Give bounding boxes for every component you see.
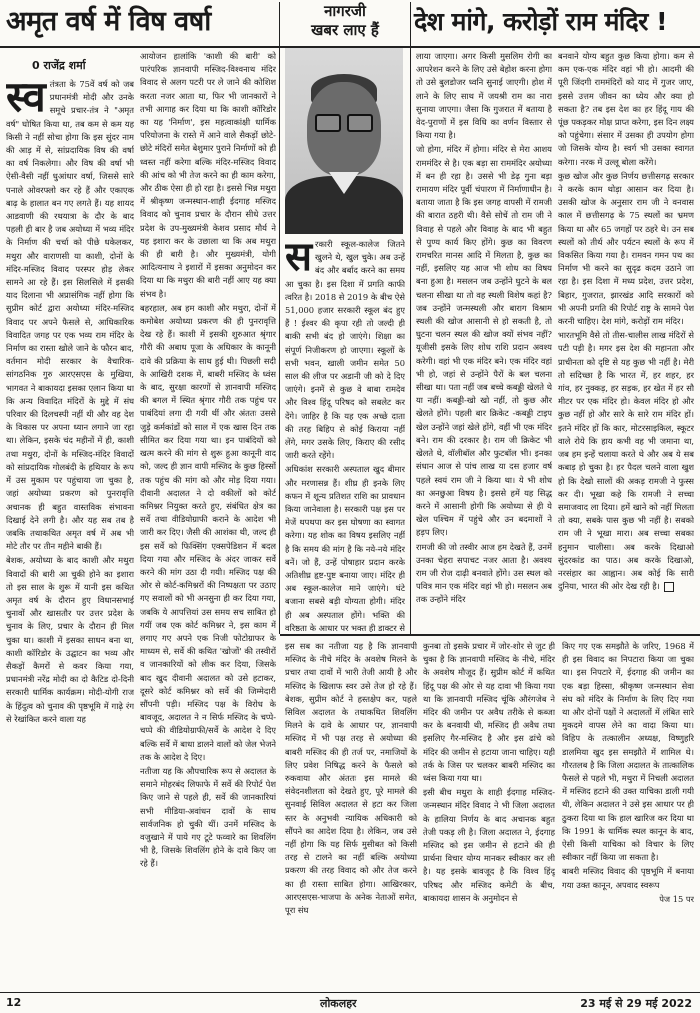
headline-right: देश मांगे, करोड़ों राम मंदिर ! [414, 7, 668, 36]
column-title-line2: खबर लाए हैं [311, 21, 379, 39]
article-right-paragraph: रामजी की जो तस्वीर आज हम देखते हैं, उनमें उनका चेहरा सपाचट नजर आता है। अवश्य राम जी रोज दाढ़ी बनवाते होंगे। उस स्थल को पवित्र मान एक मंदिर वहां भी हो। मसलन अब तक उन्होंने मंदिर [416, 541, 552, 605]
article-right-paragraph: भारतभूमि वैसे तो तीस-चालीस लाख मंदिरों से पटी पड़ी है। मगर इस देश की महानता और प्राचीनता को दृष्टि से यह कुछ भी नहीं है। मेरी तो सदिच्छा है कि भारत में, हर शहर, हर गांव, हर नुक्कड़, हर सड़क, हर खेत में हर सौ मीटर पर एक मंदिर हो। केवल मंदिर हो और कुछ नहीं हो और सारे के सारे राम मंदिर हों। इतने मंदिर हों कि कार, मोटरसाइकिल, स्कूटर वाले रोये कि हाय कभी वह भी जमाना था, जब हम इन्हें चलाया करते थे और अब ये सब कबाड़ हो चुका है। हर पैदल चलने वाला खुश हो कि देखो सालों की अकड़ रामजी ने फुस्स कर दी। भूखा कहे कि रामजी ने सच्चा समाजवाद ला दिया। हमें खाने को नहीं मिलता तो क्या, सबके पास कुछ भी नहीं है। सबको राम जी ने भूखा मारा। अब सच्चा सबका हनुमान चालीसा। अब करके दिखाओ सुंदरकांड का पाठ। अब करके दिखाओ, नरसंहार का आह्वान। अब कोई कि सारी दुनिया, भारत की ओर देख रही है। [558, 330, 694, 592]
article-left-col-2 [140, 50, 276, 990]
article-left-paragraph: आयोजन हालांकि 'काशी की बारी' को पारंपरिक ज्ञानवापी मस्जिद-विश्वनाथ मंदिर विवाद से अलग पटरी पर ले जाने की कोशिश करता नजर आता था, फिर भी जानकारों ने तभी आगाह कर दिया था कि काशी कॉरिडोर का यह 'निर्माण', इस महत्वाकांक्षी धार्मिक परियोजना के रास्ते में आने वाले सैकड़ों छोटे-छोटे मंदिरों समेत बेशुमार पुराने निर्माणों को ही ध्वस्त नहीं करेगा बल्कि मंदिर-मस्जिद विवाद की आंच को भी तेज करने का ही काम करेगा, और ठीक ऐसा ही हो रहा है। इससे भिन्न मथुरा में श्रीकृष्ण जन्मस्थान-शाही ईदगाह मस्जिद विवाद को चुनाव प्रचार के दौरान सीधे उत्तर प्रदेश के उप-मुख्यमंत्री केशव प्रसाद मौर्य ने यह इशारा कर के उछाला था कि अब मथुरा की ही बारी है। और मुख्यमंत्री, योगी आदित्यनाथ ने इशारों में इसका अनुमोदन कर दिया था कि मथुरा की बारी नहीं आए यह क्या संभव है। [140, 51, 276, 299]
footer-rule [0, 992, 700, 993]
article-left-paragraph: तंत्रता के 75वें वर्ष को जब प्रधानमंत्री मोदी और उनके समूचे प्रचार-तंत्र ने "अमृत वर्ष" घोषित किया था, तब कम से कम यह किसी ने नहीं सोचा होगा कि इस सुंदर नाम की आड़ में से, सांप्रदायिक विष की वर्षा का वर्ष निकलेगा। और विष की वर्षा भी ऐसी-वैसी नहीं धुआंधार वर्षा, जिससे सारे पनाले ओवरफ्लो कर रहे हैं और एकाएक बाढ़ के हालात बन गए लगते हैं। यह शायद आडवाणी की रथयात्रा के दौर के बाद पहली ही बार है जब अयोध्या में भव्य मंदिर के निर्माण की चर्चा को पीछे धकेलकर, मथुरा और वाराणसी या काशी, दोनों के मंदिर-मस्जिद विवाद परस्पर होड़ लेकर सामने आ रहे हैं। इस सिलसिले में इसकी याद दिलाना भी अप्रासंगिक नहीं होगा कि सुप्रीम कोर्ट द्वारा अयोध्या मंदिर-मस्जिद विवाद पर अपने फैसले से, आधिकारिक विवादित जगह पर एक भव्य राम मंदिर के निर्माण का रास्ता खोले जाने के फौरन बाद, वर्तमान मोदी सरकार के वैचारिक-सांगठनिक गुरु आरएसएस के मुखिया, भागवत ने बाकायदा इसका एलान किया था कि अन्य विवादित मंदिरों के मुद्दे में संघ परिवार की दिलचस्पी नहीं थी और वह देश के विकास पर अपना ध्यान लगाने जा रहा था। लेकिन, इसके चंद महीनों में ही, काशी तथा मथुरा, दोनों के मस्जिद-मंदिर विवादों को सांप्रदायिक गोलबंदी के हथियार के रूप में उस मुकाम पर पहुंचाया जा चुका है, जहां अयोध्या प्रकरण को पुनरावृत्ति अचानक ही बहुत वास्तविक संभावना दिखाई देने लगी है। और यह सब तब है जबकि तथाकथित अमृत वर्ष में अब भी मोटे तौर पर तीन महीने बाकी हैं। [6, 79, 134, 552]
article-left-col-1 [6, 58, 134, 990]
horizontal-divider-bottom [280, 634, 700, 636]
column-title-line1: नागरजी [324, 2, 366, 20]
vertical-divider-left [279, 2, 280, 634]
article-right-paragraph: लाया जाएगा। अगर किसी मुसलिम रोगी का आपरेशन करने के लिए उसे बेहोश करना होगा तो उसे बुलडोजर ध्वनि सुनाई जाएगी। होश में लाने के लिए साथ में जयश्री राम का नारा सुनाया जाएगा। जैसा कि गुजरात में बताया है वेद-पुराणों में इस विधि का वर्णन विस्तार से किया गया है। [416, 51, 552, 141]
article-left-paragraph: नतीजा यह कि औपचारिक रूप से अदालत के समाने मोहरबंद लिफाफे में सर्वे की रिपोर्ट पेश किए जाने से पहले ही, सर्वे की जानकारियां सभी मीडिया-अवांधन दावों के साथ सार्वजनिक हो चुकी थीं। उनमें मस्जिद के वजुखाने में पाये गए टूटे फव्वारे का शिवलिंग भी है, जिसके शिवलिंग होने के दावे किए जा रहे हैं। [140, 765, 276, 869]
drop-cap: स [285, 238, 313, 280]
article-right-paragraph: बनवाने योग्य बहुत कुछ किया होगा। कम से कम एक-एक मंदिर वहां भी हो। आदमी की पूरी जिंदगी राममंदिरों को याद में गुजर जाए, इससे उत्तम जीवन का ध्येय और क्या हो सकता है? तब इस देश का हर हिंदू गाय की पूंछ पकड़कर मोक्ष प्राप्त करेगा, इस दिन लक्ष्य को पहुंचेगा। संसार में उसका ही उपयोग होगा जो जिसके योग्य है। स्वर्ग भी उसका स्वागत करेगा। नरक में उल्लू बोला करेंगे। [558, 51, 694, 167]
author-photo [285, 48, 403, 234]
article-continuation-paragraph: बाबरी मस्जिद विवाद की पृष्ठभूमि में बनाया गया उक्त कानून, अपवाद स्वरूप [562, 866, 694, 890]
publication-name: लोकलहर [320, 997, 357, 1010]
article-continuation-paragraph: किए गए एक समझौते के जरिए, 1968 में ही इस विवाद का निपटारा किया जा चुका था। इस निपटारे में, ईदगाह की जमीन का एक बड़ा हिस्सा, श्रीकृष्ण जन्मस्थान सेवा संघ को मंदिर के निर्माण के लिए दिए गया था और दोनों पक्षों ने अदालतों में लंबित सारे मुकदमे वापस लेने का वादा किया था। विहिप के तत्कालीन अध्यक्ष, विष्णुहरि डालमिया खुद इस समझौते में शामिल थे। गौरतलब है कि जिला अदालत के तात्कालिक फैसले से पहले भी, मथुरा में निचली अदालत में मस्जिद हटाने की उक्त याचिका डाली गयी थी, लेकिन अदालत ने उसे इस आधार पर ही ठुकरा दिया था कि हाल खारिज कर दिया था कि 1991 के धार्मिक स्थल कानून के बाद, ऐसी किसी याचिका को विचार के लिए स्वीकार नहीं किया जा सकता है। [562, 641, 694, 863]
article-center-paragraph: रकारी स्कूल-कालेज जितने खुलने थे, खुल चुके। अब उन्हें बंद और बर्बाद करने का समय आ चुका है। इस दिशा में प्रगति काफी त्वरित है। 2018 से 2019 के बीच ऐसे 51,000 हजार सरकारी स्कूल बंद हुए हैं ! ईश्वर की कृपा रही तो जल्दी ही बाकी सभी बंद हो जाएंगे। शिक्षा का संपूर्ण निजीकरण हो जाएगा। स्कूलों के सभी भवन, खाली जमीन समेत 50 साल की लीज पर अडानी जी को दे दिए जाएंगे। इनमें से कुछ वे बाबा रामदेव और विश्व हिंदू परिषद को सबलेट कर देंगे। जाहिर है कि यह एक अच्छे दाता की तरह बिहिप से कोई किराया नहीं लेंगे, मगर उसके लिए, किराए की रसीद जारी करते रहेंगे। [285, 239, 405, 461]
drop-cap: स्व [6, 72, 46, 121]
article-right-paragraph: जो होगा, मंदिर में होगा। मंदिर से मेरा आशय राममंदिर से है। एक बड़ा सा राममंदिर अयोध्या में बन ही रहा है। उससे भी डेढ़ गुना बड़ा रामायण मंदिर पूर्वी चंपारण में निर्माणाधीन है। बताया जाता है कि इस जगह वापसी में रामजी की बारात ठहरी थी। वैसे सोचें तो राम जी ने विवाह से पहले और विवाह के बाद भी बहुत से पुण्य कार्य किए होंगे। कुछ का विवरण रामचरित मानस आदि में मिलता है, कुछ का नहीं, इसलिए यह आज भी शोध का विषय बना हुआ है। मसलन जब उन्होंने घुटने के बल चलना सीखा था तो वह स्थली विशेष कहां है? जब उन्होंने जन्मस्थली और बाराग विश्राम स्थली की खोज आसानी से हो सकती है, तो घुटना चलन स्थल की खोज क्यों संभव नहीं? यूजीसी इसके लिए शोध राशि प्रदान अवश्य करेगी। वहां भी एक मंदिर बने। एक मंदिर वहां भी हो, जहां से उन्होंने पैरों के बल चलना सीखा था। पता नहीं जब बच्चे कबड्डी खेलते थे या नहीं। कबड्डी-खो खो नहीं, तो कुछ और खेलते होंगे। पहली बार क्रिकेट -कबड्डी टाइप खेल उन्होंने जहां खेले होंगे, वहीं भी एक मंदिर बने। राम की दरकार है। राम जी क्रिकेट भी खेलते थे, वॉलीबॉल और फुटबॉल भी। इनका संधान आज से पांच लाख या दस हजार वर्ष पहले स्वयं राम जी ने किया था। ये भी शोध का अनछुआ विषय है। इससे हमें यह सिद्ध करने में आसानी होगी कि अयोध्या से ही ये खेल पश्चिम में पहुंचे और उन बदमाशों ने हड़प लिए। [416, 144, 552, 538]
page-number: 12 [6, 996, 22, 1009]
column-title [282, 2, 408, 48]
article-right-col-1 [416, 50, 552, 632]
article-right-paragraph: कुछ खोज और कुछ निर्णय छत्तीसगढ़ सरकार ने करके काम थोड़ा आसान कर दिया है। उसकी खोज के अनुसार राम जी ने वनवास काल में छत्तीसगढ़ के 75 स्थलों का भ्रमण किया था और 65 जगहों पर ठहरे थे। उन सब स्थलों को तीर्थ और पर्यटन स्थलों के रूप में विकसित किया गया है। रामवन गमन पथ का निर्माण भी करने का सुदृढ कदम उठाने जा रहा है। इस दिशा में मध्य प्रदेश, उत्तर प्रदेश, बिहार, गुजरात, झारखंड आदि सरकारों को भी अपनी प्रगति की रिपोर्ट राष्ट्र के सामने पेश करनी चाहिए। देश मांगे, करोड़ों राम मंदिर। [558, 170, 694, 327]
article-center-paragraph: अधिकांश सरकारी अस्पताल खुद बीमार और मरणासन्न हैं। शीघ्र ही इनके लिए कफन में शून्य प्रतिशत राशि का प्रावधान किया जानेवाला है। सरकारी पक्ष इस पर मेजें थपथपा कर इस घोषणा का स्वागत करेगा। यह शोक का विषय इसलिए नहीं है कि समय की मांग है कि नये-नये मंदिर बनें। जो हैं, उन्हें पोषाहार प्रदान करके अतिशीघ्र हृष्ट-पुष्ट बनाया जाए। मंदिर ही अब स्कूल-कालेज माने जाएंगे। घंटे बजाना सबसे बड़ी योग्यता होगी। मंदिर ही अब अस्पताल होंगे। भक्ति की वरिष्ठता के आधार पर भक्त ही डाक्टर से [285, 464, 405, 632]
issue-date: 23 मई से 29 मई 2022 [580, 997, 692, 1010]
headline-left: अमृत वर्ष में विष वर्षा [6, 6, 211, 37]
end-mark-icon [664, 582, 674, 592]
article-center-col [285, 238, 405, 632]
byline: 0 राजेंद्र शर्मा [32, 59, 86, 72]
article-right-col-2 [558, 50, 694, 632]
article-left-paragraph: बहरहाल, अब हम काशी और मथुरा, दोनों में कमोबेश अयोध्या प्रकरण की ही पुनरावृत्ति देख रहे हैं। काशी में इसकी शुरुआत श्रृंगार गौरी की अबाध पूजा के अधिकार के कानूनी दावे की प्रक्रिया के साथ हुई थी। पिछली सदी के आखिरी दशक में, बाबरी मस्जिद के ध्वंस के बाद, सुरक्षा कारणों से ज्ञानवापी मस्जिद की बगल में स्थित श्रृंगार गौरी तक पहुंच पर पाबंदियां लगा दी गयी थीं और अंततः उससे जुड़े कर्मकांडों को साल में एक खास दिन तक सीमित कर दिया गया था। इन पाबंदियों को खत्म करने की मांग से शुरू हुआ कानूनी वाद को, जल्द ही ज्ञान वापी मस्जिद के कुछ हिस्सों तक पहुंच की मांग को और मोड़ दिया गया। दीवानी अदालत ने दो वकीलों को कोर्ट कमिश्नर नियुक्त करते हुए, संबंधित क्षेत्र का सर्वे तथा वीडियोग्राफी कराने के आदेश भी जारी कर दिए। जैसी की आशंका थी, जल्द ही इस सर्वे को फिक्सिंग एक्सपेडिशन में बदल दिया गया और मस्जिद के अंदर जाकर सर्वे करने की मांग उठा दी गयी। मस्जिद पक्ष की ओर से कोर्ट-कमिश्नरों की निष्पक्षता पर उठाए गए सवालों को भी अनसुना ही कर दिया गया, जबकि ये आपत्तियां उस समय सच साबित हो गयीं जब एक कोर्ट कमिश्नर ने, इस काम में लगाए गए अपने एक निजी फोटोग्राफर के माध्यम से, सर्वे की कथित 'खोजों' की तस्वीरों व जानकारियों को लीक कर दिया, जिसके बाद खुद दीवानी अदालत को उसे हटाकर, दूसरे कोर्ट कमिश्नर को सर्वे की जिम्मेदारी सौंपनी पड़ी। मस्जिद पक्ष के विरोध के बावजूद, अदालत ने न सिर्फ मस्जिद के चप्पे-चप्पे की वीडियोग्राफी/सर्वे के आदेश दे दिए बल्कि सर्वे में बाधा डालने वालों को जेल भेजने तक के आदेश दे दिए। [140, 302, 276, 762]
article-continuation-paragraph: इस सब का नतीजा यह है कि ज्ञानवापी मस्जिद के नीचे मंदिर के अवशेष मिलने के प्रचार तथा दावों में भारी तेजी आयी है और मस्जिद के खिलाफ स्वर उसे तेज हो रहे हैं। बेशक, सुप्रीम कोर्ट ने हस्तक्षेप कर, पहले सिविल अदालत के तथाकथित शिवलिंग मिलने के दावे के आधार पर, ज्ञानवापी मस्जिद में भी पक्ष तरह से अयोध्या की बाबरी मस्जिद की ही तर्ज पर, नमाजियों के लिए प्रवेश निषिद्ध करने के फैसले को रुकवाया और अंततः इस मामले की संवेदनशीलता को देखते हुए, पूरे मामले की सुनवाई सिविल अदालत से हटा कर जिला स्तर के अनुभवी न्यायिक अधिकारी को सौंपने का आदेश दिया है। लेकिन, जब उसे नहीं होगा कि यह सिर्फ मुसीबत को किसी तरह से टालने का नहीं बल्कि अयोध्या प्रकरण की तरह विवाद को और तेज करने का ही रास्ता साबित होगा। आखिरकार, आरएसएस-भाजपा के अनेक नेताओं समेत, पूरा संघ [285, 641, 417, 916]
article-continuation-paragraph: इसी बीच मथुरा के शाही ईदगाह मस्जिद-जन्मस्थान मंदिर विवाद ने भी जिला अदालत के हालिया निर्णय के बाद अचानक बहुत तेजी पकड़ ली है। जिला अदालत ने, ईदगाह मस्जिद को इस जमीन से हटाने की ही प्रार्थना विचार योग्य मानकर स्वीकार कर ली है। यह इसके बावजूद है कि विश्व हिंदू परिषद और मस्जिद कमेटी के बीच, बाकायदा शासन के अनुमोदन से [423, 787, 555, 903]
article-bottom-col-1 [423, 640, 555, 990]
article-center-bottom-col [285, 640, 417, 990]
vertical-divider-center [410, 2, 411, 634]
article-continuation-paragraph: कुनबा तो इसके प्रचार में जोर-शोर से जुट ही चुका है कि ज्ञानवापी मस्जिद के नीचे, मंदिर के अवशेष मौजूद हैं। सुप्रीम कोर्ट में कथित हिंदू पक्ष की ओर से यह दावा भी किया गया था कि ज्ञानवापी मस्जिद चूंकि औरंगजेब ने मंदिर की जमीन पर अवैध तरीके से कब्जा कर के बनवायी थी, मस्जिद ही अवैध तथा इसलिए गैर-मस्जिद है और इस ढांचे को मंदिर की जमीन से हटाया जाना चाहिए। यही तर्क के जिस पर चलकर बाबरी मस्जिद का ध्वंस किया गया था। [423, 641, 555, 784]
article-bottom-col-2 [562, 640, 694, 990]
continued-on-page: पेज 15 पर [659, 893, 694, 904]
article-left-paragraph: बेशक, अयोध्या के बाद काशी और मथुरा विवादों की बारी आ चुकी होने का इशारा तो इस साल के शुरू में यानी इस कथित अमृत वर्ष के दौरान हुए विधानसभाई चुनावों और खासतौर पर उत्तर प्रदेश के चुनाव के लिए, प्रचार के दौरान ही मिल चुका था। काशी में इसका साधन बना था, काशी कॉरिडोर के उद्घाटन का भव्य और सैकड़ों कैमरों से कवर किया गया, प्रधानमंत्री नरेंद्र मोदी का दो कैटिड दो-दिनी सरकारी धार्मिक कार्यक्रम। मोदी-योगी राज के हिंदुत्व को चुनाव की पृष्ठभूमि में गाढ़े रंग से रेखांकित करने वाला यह [6, 555, 134, 724]
